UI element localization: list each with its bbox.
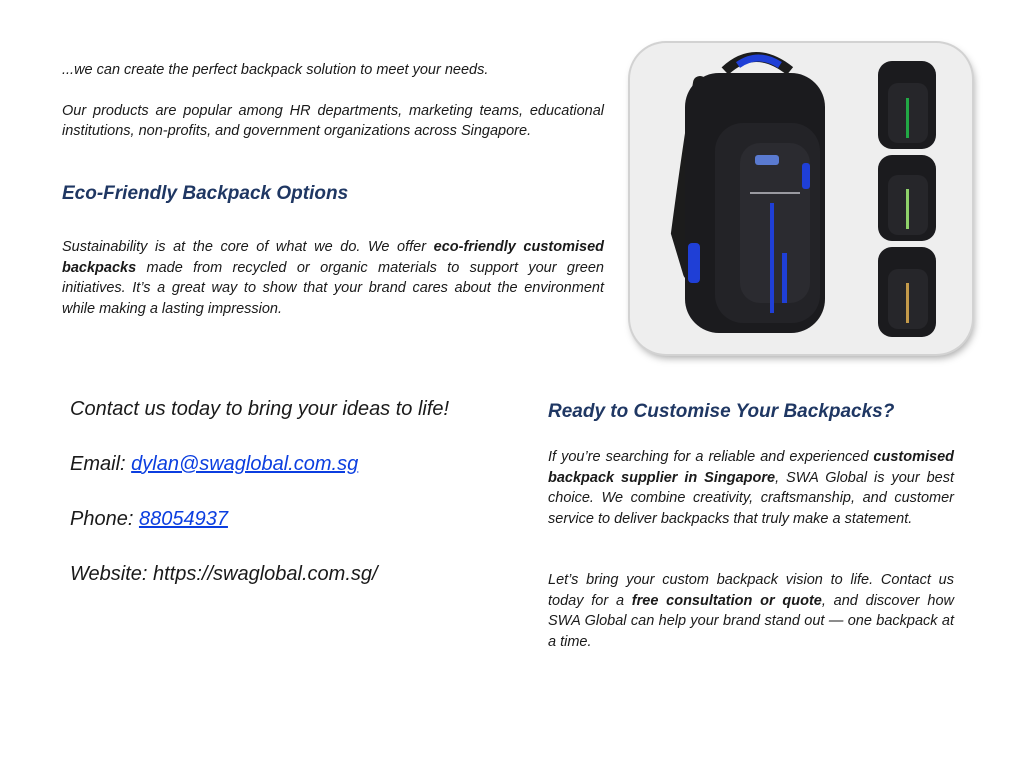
email-line — [70, 451, 500, 477]
eco-text-post: made from recycled or organic materials to support your green initiatives. It’s a great way to show that your brand cares about the environment while making a lasting impression. — [62, 259, 604, 317]
thumbnail-backpack-3 — [878, 247, 936, 337]
backpack-product-image — [630, 43, 972, 354]
ready-p2-post: , and discover how SWA Global can help your brand stand out — one backpack at a time. — [548, 592, 954, 650]
eco-paragraph — [62, 237, 604, 319]
ready-paragraph-2 — [548, 570, 954, 652]
contact-section — [70, 396, 500, 616]
eco-text-bold: eco-friendly customised backpacks — [62, 239, 604, 276]
phone-link[interactable]: 88054937 — [138, 508, 228, 530]
phone-line — [70, 506, 500, 532]
intro-section — [62, 60, 604, 142]
eco-text-pre: Sustainability is at the core of what we do. We offer — [62, 239, 434, 255]
thumbnail-backpack-1 — [878, 61, 936, 149]
backpack-illustration — [630, 43, 972, 354]
ready-p1-pre: If you’re searching for a reliable and experienced — [548, 449, 874, 465]
main-backpack — [678, 57, 825, 333]
intro-line: ...we can create the perfect backpack solution to meet your needs. — [62, 62, 489, 78]
phone-label: Phone: — [70, 508, 139, 530]
email-link[interactable]: dylan@swaglobal.com.sg — [131, 453, 359, 475]
email-label: Email: — [70, 453, 132, 475]
ready-heading: Ready to Customise Your Backpacks? — [548, 401, 895, 422]
ready-p2-bold: free consultation or quote — [631, 592, 822, 609]
contact-headline: Contact us today to bring your ideas to life! — [70, 398, 450, 420]
website-line: Website: https://swaglobal.com.sg/ — [70, 563, 378, 585]
intro-paragraph: Our products are popular among HR departments, marketing teams, educational institutions, non-profits, and government organizations across Singapore. — [62, 102, 604, 139]
eco-heading: Eco-Friendly Backpack Options — [62, 183, 349, 204]
thumbnail-backpack-2 — [878, 155, 936, 241]
ready-p1-bold: customised backpack supplier in Singapore — [548, 449, 954, 486]
ready-p2-pre: Let’s bring your custom backpack vision to life. Contact us today for a — [548, 572, 954, 609]
ready-p1-post: , SWA Global is your best choice. We combine creativity, craftsmanship, and customer service to deliver backpacks that truly make a statement. — [548, 469, 954, 527]
ready-paragraph-1 — [548, 447, 954, 529]
